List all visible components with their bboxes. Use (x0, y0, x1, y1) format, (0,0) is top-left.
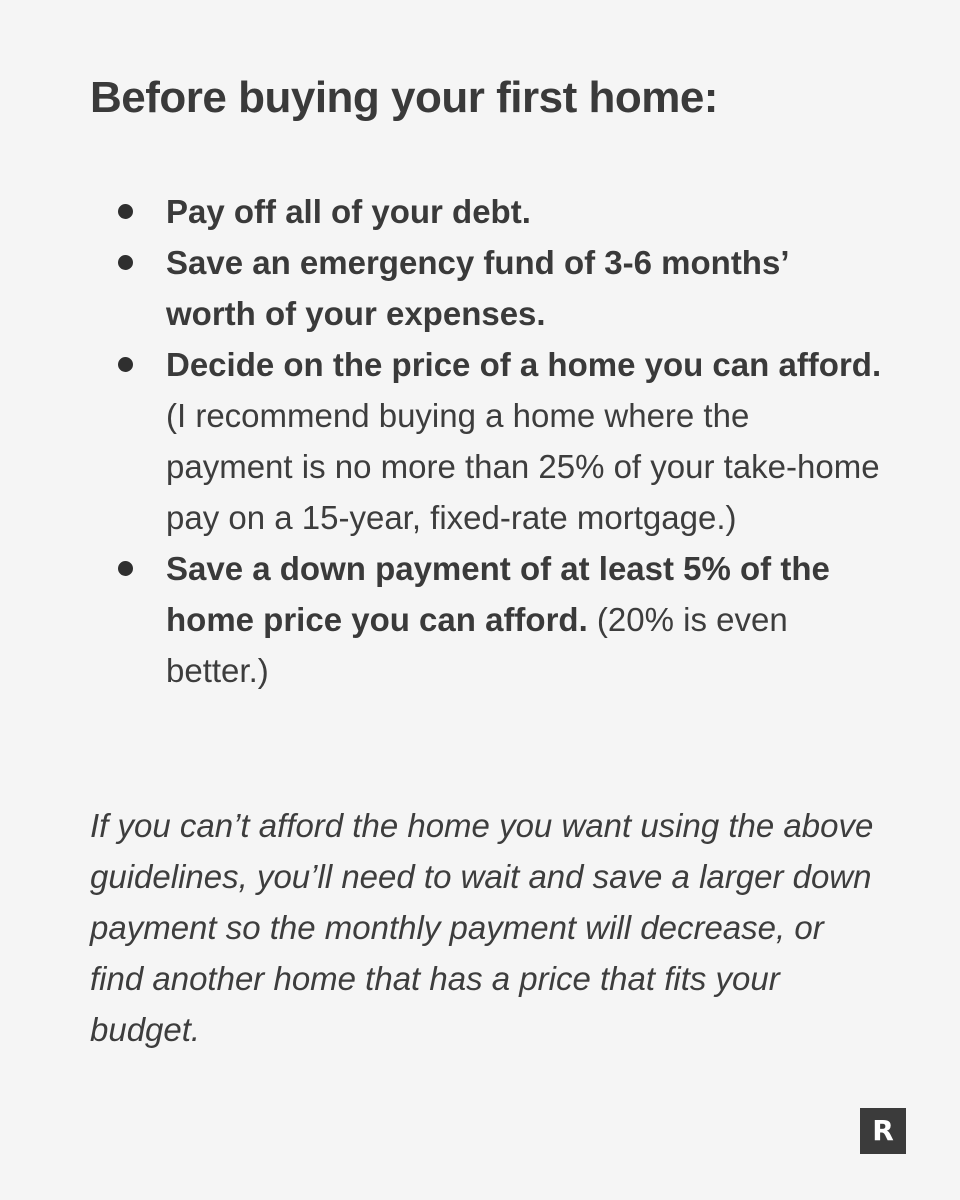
brand-logo (860, 1108, 906, 1154)
list-item-note: (I recommend buying a home where the payment is no more than 25% of your take-home pay on a 15-year, fixed-rate mortgage.) (166, 397, 880, 536)
list-item-bold: Save a down payment of at least 5% of the home price you can afford. (166, 550, 830, 638)
logo-letter: R (872, 1114, 894, 1147)
list-item (114, 339, 884, 543)
list-item (114, 186, 884, 237)
list-item-note: (20% is even better.) (166, 601, 788, 689)
bullet-icon (118, 204, 133, 219)
list-item (114, 237, 884, 339)
list-item (114, 543, 884, 696)
bullet-icon (118, 255, 133, 270)
list-item-bold: Save an emergency fund of 3-6 months’ worth of your expenses. (166, 244, 788, 332)
list-item-bold: Decide on the price of a home you can afford. (166, 346, 882, 383)
list-item-bold: Pay off all of your debt. (166, 193, 531, 230)
bullet-icon (118, 561, 133, 576)
page-title: Before buying your first home: (90, 73, 718, 122)
checklist (114, 186, 884, 696)
bullet-icon (118, 357, 133, 372)
closing-paragraph: If you can’t afford the home you want using the above guidelines, you’ll need to wait and save a larger down payment so the monthly payment will decrease, or find another home that has a price that fits your budget. (90, 807, 874, 1048)
